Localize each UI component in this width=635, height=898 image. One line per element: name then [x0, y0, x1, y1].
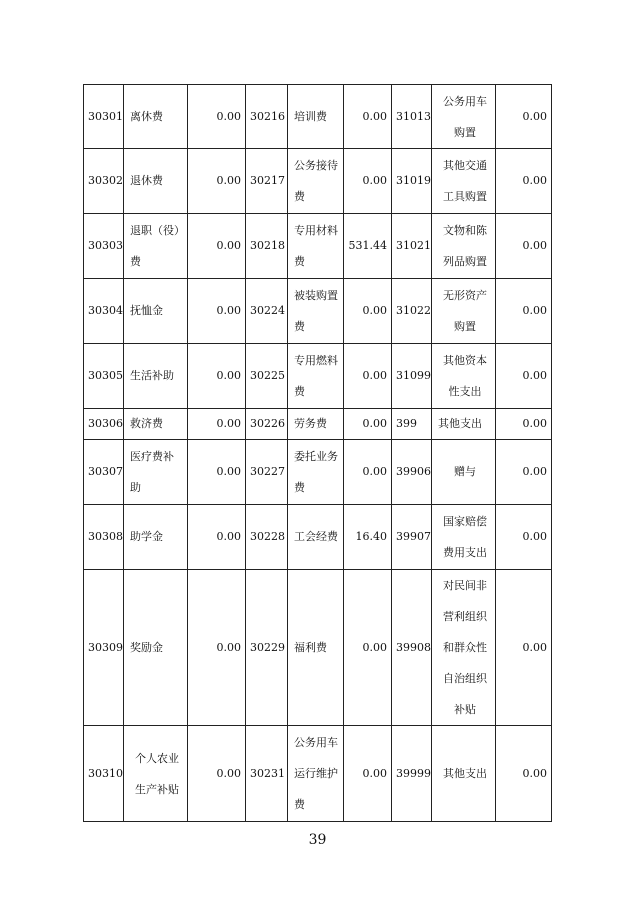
amount-cell: 0.00: [496, 726, 552, 822]
amount-cell: 0.00: [188, 570, 246, 726]
table-row: [84, 214, 552, 279]
code-cell: 30218: [246, 214, 288, 279]
amount-cell: 0.00: [496, 279, 552, 344]
amount-cell: 0.00: [496, 149, 552, 214]
code-cell: 30225: [246, 344, 288, 409]
code-cell: 30302: [84, 149, 124, 214]
table-row: [84, 279, 552, 344]
code-cell: 39906: [392, 440, 432, 505]
table-row: [84, 149, 552, 214]
name-cell: 无形资产购置: [432, 279, 496, 344]
name-cell: 抚恤金: [124, 279, 188, 344]
code-cell: 30310: [84, 726, 124, 822]
code-cell: 30309: [84, 570, 124, 726]
name-cell: 奖励金: [124, 570, 188, 726]
amount-cell: 0.00: [344, 85, 392, 149]
code-cell: 31019: [392, 149, 432, 214]
code-cell: 31021: [392, 214, 432, 279]
code-cell: 30217: [246, 149, 288, 214]
amount-cell: 0.00: [188, 409, 246, 440]
name-cell: 福利费: [288, 570, 344, 726]
table-body: [84, 85, 552, 822]
table-row: [84, 726, 552, 822]
code-cell: 30226: [246, 409, 288, 440]
amount-cell: 0.00: [496, 85, 552, 149]
amount-cell: 0.00: [344, 440, 392, 505]
name-cell: 专用燃料费: [288, 344, 344, 409]
code-cell: 30301: [84, 85, 124, 149]
name-cell: 对民间非营利组织和群众性自治组织补贴: [432, 570, 496, 726]
name-cell: 公务用车购置: [432, 85, 496, 149]
amount-cell: 0.00: [344, 344, 392, 409]
name-cell: 专用材料费: [288, 214, 344, 279]
name-cell: 个人农业生产补贴: [124, 726, 188, 822]
amount-cell: 0.00: [344, 279, 392, 344]
name-cell: 其他支出: [432, 409, 496, 440]
name-cell: 退职（役）费: [124, 214, 188, 279]
name-cell: 文物和陈列品购置: [432, 214, 496, 279]
code-cell: 30224: [246, 279, 288, 344]
amount-cell: 0.00: [496, 214, 552, 279]
name-cell: 委托业务费: [288, 440, 344, 505]
amount-cell: 0.00: [344, 570, 392, 726]
amount-cell: 0.00: [188, 440, 246, 505]
code-cell: 30305: [84, 344, 124, 409]
name-cell: 其他交通工具购置: [432, 149, 496, 214]
budget-expenditure-table: [83, 84, 552, 822]
name-cell: 劳务费: [288, 409, 344, 440]
code-cell: 30306: [84, 409, 124, 440]
amount-cell: 0.00: [188, 279, 246, 344]
amount-cell: 0.00: [496, 409, 552, 440]
amount-cell: 0.00: [344, 409, 392, 440]
code-cell: 31099: [392, 344, 432, 409]
amount-cell: 0.00: [496, 505, 552, 570]
table-row: [84, 505, 552, 570]
name-cell: 被装购置费: [288, 279, 344, 344]
amount-cell: 0.00: [344, 726, 392, 822]
name-cell: 离休费: [124, 85, 188, 149]
amount-cell: 0.00: [188, 214, 246, 279]
code-cell: 31013: [392, 85, 432, 149]
code-cell: 39907: [392, 505, 432, 570]
amount-cell: 0.00: [496, 344, 552, 409]
name-cell: 公务接待费: [288, 149, 344, 214]
table-row: [84, 440, 552, 505]
name-cell: 生活补助: [124, 344, 188, 409]
table-row: [84, 85, 552, 149]
name-cell: 公务用车运行维护费: [288, 726, 344, 822]
name-cell: 助学金: [124, 505, 188, 570]
name-cell: 医疗费补助: [124, 440, 188, 505]
name-cell: 其他资本性支出: [432, 344, 496, 409]
amount-cell: 0.00: [188, 505, 246, 570]
code-cell: 30231: [246, 726, 288, 822]
code-cell: 30307: [84, 440, 124, 505]
name-cell: 其他支出: [432, 726, 496, 822]
code-cell: 399: [392, 409, 432, 440]
name-cell: 救济费: [124, 409, 188, 440]
table-row: [84, 344, 552, 409]
amount-cell: 0.00: [496, 570, 552, 726]
name-cell: 培训费: [288, 85, 344, 149]
code-cell: 30216: [246, 85, 288, 149]
code-cell: 30304: [84, 279, 124, 344]
amount-cell: 0.00: [188, 85, 246, 149]
amount-cell: 0.00: [188, 344, 246, 409]
name-cell: 赠与: [432, 440, 496, 505]
code-cell: 30227: [246, 440, 288, 505]
table-row: [84, 570, 552, 726]
name-cell: 国家赔偿费用支出: [432, 505, 496, 570]
code-cell: 39908: [392, 570, 432, 726]
amount-cell: 16.40: [344, 505, 392, 570]
code-cell: 30303: [84, 214, 124, 279]
amount-cell: 0.00: [188, 149, 246, 214]
code-cell: 39999: [392, 726, 432, 822]
code-cell: 30308: [84, 505, 124, 570]
amount-cell: 0.00: [496, 440, 552, 505]
amount-cell: 0.00: [344, 149, 392, 214]
code-cell: 31022: [392, 279, 432, 344]
name-cell: 退休费: [124, 149, 188, 214]
amount-cell: 531.44: [344, 214, 392, 279]
amount-cell: 0.00: [188, 726, 246, 822]
page-number: 39: [308, 832, 327, 848]
code-cell: 30228: [246, 505, 288, 570]
code-cell: 30229: [246, 570, 288, 726]
table-row: [84, 409, 552, 440]
name-cell: 工会经费: [288, 505, 344, 570]
